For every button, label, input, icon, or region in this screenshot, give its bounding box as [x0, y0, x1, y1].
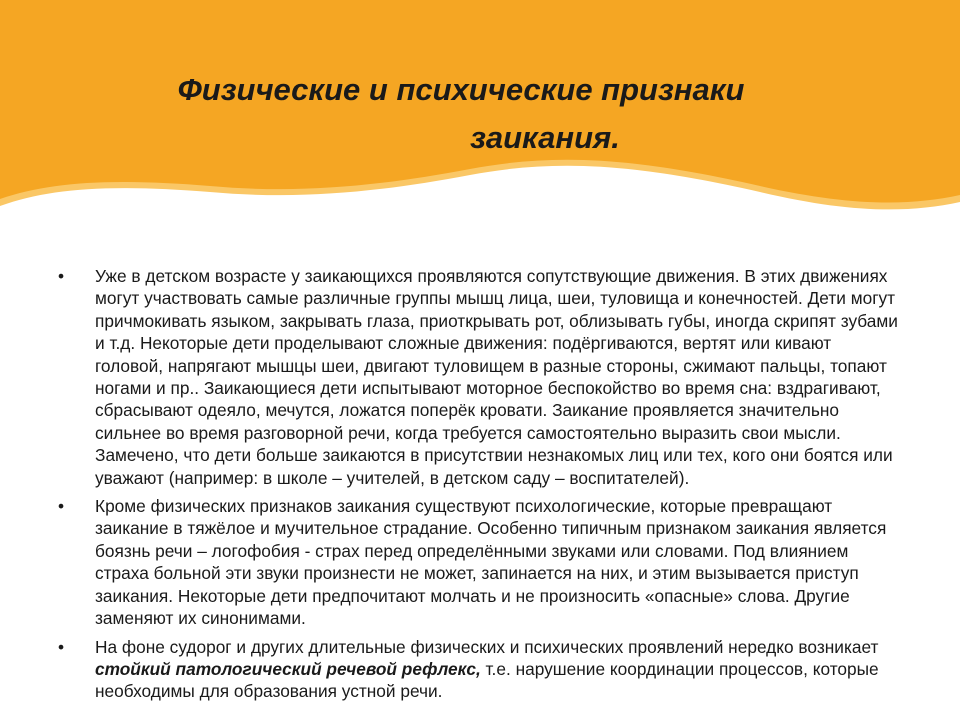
slide-title-line-2: заикания. [470, 120, 620, 155]
slide-title [100, 66, 860, 162]
bullet-text-before: На фоне судорог и других длительные физических и психических проявлений нередко возникает [95, 636, 879, 657]
bullet-list [54, 265, 904, 709]
bullet-text: Кроме физических признаков заикания существуют психологические, которые превращают заикание в тяжёлое и мучительное страдание. Особенно типичным признаком заикания является боязнь речи – логофобия - страх перед определёнными звуками или словами. Под влиянием страха больной эти звуки произнести не может, запинается на них, и этим вызывается приступ заикания. Некоторые дети предпочитают молчать и не произносить «опасные» слова. Другие заменяют их синонимами. [95, 496, 887, 629]
bullet-marker-icon: • [57, 496, 65, 517]
bullet-item-physical-signs [54, 265, 904, 489]
slide-title-line-1: Физические и психические признаки [177, 72, 745, 107]
bullet-marker-icon: • [57, 636, 65, 657]
bullet-emphasized-term: стойкий патологический речевой рефлекс, [95, 658, 481, 679]
bullet-text: Уже в детском возрасте у заикающихся проявляются сопутствующие движения. В этих движениях могут участвовать самые различные группы мышц лица, шеи, туловища и конечностей. Дети могут причмокивать языком, закрывать глаза, приоткрывать рот, облизывать губы, иногда скрипят зубами и т.д. Некоторые дети проделывают сложные движения: подёргиваются, вертят или кивают головой, напрягают мышцы шеи, двигают туловищем в разные стороны, сжимают пальцы, топают ногами и пр.. Заикающиеся дети испытывают моторное беспокойство во время сна: вздрагивают, сбрасывают одеяло, мечутся, ложатся поперёк кровати. Заикание проявляется значительно сильнее во время разговорной речи, когда требуется самостоятельно выразить свои мысли. Замечено, что дети больше заикаются в присутствии незнакомых лиц или тех, кого они боятся или уважают (например: в школе – учителей, в детском саду – воспитателей). [95, 266, 898, 488]
bullet-item-psychological-signs [54, 495, 904, 629]
bullet-marker-icon: • [57, 266, 65, 286]
bullet-item-reflex [54, 636, 904, 703]
bullet-text-after: т.е. нарушение координации процессов, которые необходимы для образования устной речи. [95, 658, 879, 702]
